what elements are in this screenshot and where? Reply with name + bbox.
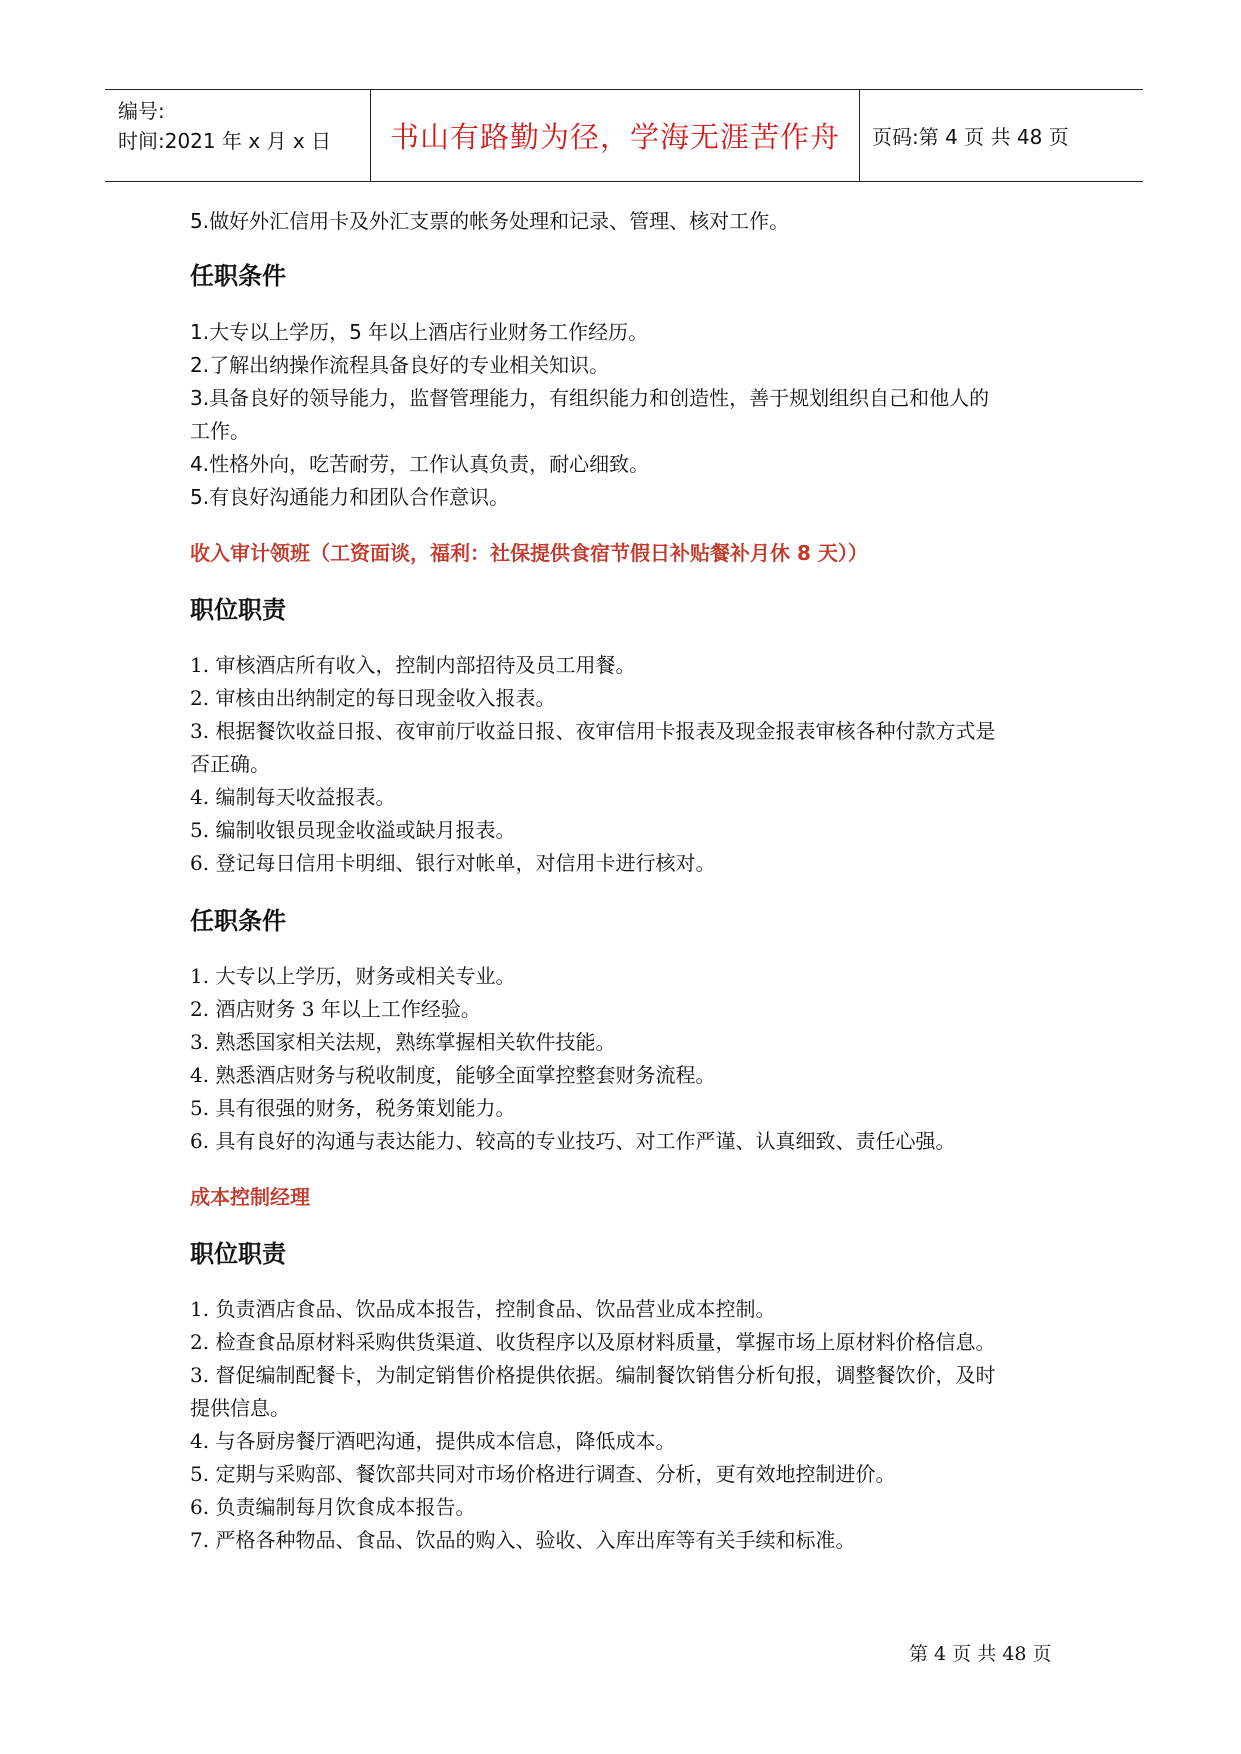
- list-item: 2. 酒店财务 3 年以上工作经验。: [190, 997, 481, 1021]
- requirements-list: [190, 960, 1090, 1158]
- duties-list: [190, 1293, 1090, 1557]
- page-header: [105, 89, 1143, 182]
- list-item: 4.性格外向，吃苦耐劳，工作认真负责，耐心细致。: [190, 452, 650, 476]
- list-item: 工作。: [190, 419, 250, 443]
- list-item: 4. 编制每天收益报表。: [190, 785, 396, 809]
- list-item: 5. 定期与采购部、餐饮部共同对市场价格进行调查、分析，更有效地控制进价。: [190, 1462, 896, 1486]
- list-item: 否正确。: [190, 752, 270, 776]
- list-item: 6. 负责编制每月饮食成本报告。: [190, 1495, 476, 1519]
- header-page-info: 页码:第 4 页 共 48 页: [872, 125, 1069, 149]
- duties-list: [190, 649, 1090, 880]
- list-item: 4. 熟悉酒店财务与税收制度，能够全面掌控整套财务流程。: [190, 1063, 716, 1087]
- paragraph-line: 5.做好外汇信用卡及外汇支票的帐务处理和记录、管理、核对工作。: [190, 209, 790, 233]
- list-item: 3.具备良好的领导能力，监督管理能力，有组织能力和创造性，善于规划组织自己和他人的: [190, 386, 990, 410]
- list-item: 2.了解出纳操作流程具备良好的专业相关知识。: [190, 353, 610, 377]
- list-item: 6. 登记每日信用卡明细、银行对帐单，对信用卡进行核对。: [190, 851, 716, 875]
- list-item: 5. 编制收银员现金收溢或缺月报表。: [190, 818, 516, 842]
- list-item: 3. 督促编制配餐卡，为制定销售价格提供依据。编制餐饮销售分析旬报，调整餐饮价，及时: [190, 1363, 996, 1387]
- list-item: 2. 检查食品原材料采购供货渠道、收货程序以及原材料质量，掌握市场上原材料价格信息。: [190, 1330, 996, 1354]
- list-item: 3. 根据餐饮收益日报、夜审前厅收益日报、夜审信用卡报表及现金报表审核各种付款方式是: [190, 719, 996, 743]
- list-item: 1. 大专以上学历，财务或相关专业。: [190, 964, 516, 988]
- list-item: 提供信息。: [190, 1396, 290, 1420]
- page-footer: 第 4 页 共 48 页: [909, 1643, 1052, 1665]
- document-body: [190, 205, 1090, 1557]
- list-item: 5. 具有很强的财务，税务策划能力。: [190, 1096, 516, 1120]
- number-label: 编号:: [118, 99, 165, 123]
- list-item: 5.有良好沟通能力和团队合作意识。: [190, 485, 510, 509]
- list-item: 1. 负责酒店食品、饮品成本报告，控制食品、饮品营业成本控制。: [190, 1297, 776, 1321]
- job-title: 成本控制经理: [190, 1185, 310, 1209]
- list-item: 1.大专以上学历，5 年以上酒店行业财务工作经历。: [190, 320, 649, 344]
- job-title: 收入审计领班（工资面谈，福利：社保提供食宿节假日补贴餐补月休 8 天））: [190, 541, 868, 565]
- header-left-cell: [105, 90, 370, 181]
- section-heading: 职位职责: [190, 1240, 286, 1268]
- section-heading: 任职条件: [190, 262, 286, 290]
- list-item: 1. 审核酒店所有收入，控制内部招待及员工用餐。: [190, 653, 636, 677]
- time-label: 时间:2021 年 x 月 x 日: [118, 129, 332, 153]
- list-item: 4. 与各厨房餐厅酒吧沟通，提供成本信息，降低成本。: [190, 1429, 676, 1453]
- list-item: 6. 具有良好的沟通与表达能力、较高的专业技巧、对工作严谨、认真细致、责任心强。: [190, 1129, 956, 1153]
- requirements-list: [190, 316, 1090, 514]
- header-motto: 书山有路勤为径，学海无涯苦作舟: [370, 90, 860, 181]
- section-heading: 职位职责: [190, 596, 286, 624]
- list-item: 2. 审核由出纳制定的每日现金收入报表。: [190, 686, 556, 710]
- list-item: 7. 严格各种物品、食品、饮品的购入、验收、入库出库等有关手续和标准。: [190, 1528, 856, 1552]
- section-heading: 任职条件: [190, 907, 286, 935]
- list-item: 3. 熟悉国家相关法规，熟练掌握相关软件技能。: [190, 1030, 616, 1054]
